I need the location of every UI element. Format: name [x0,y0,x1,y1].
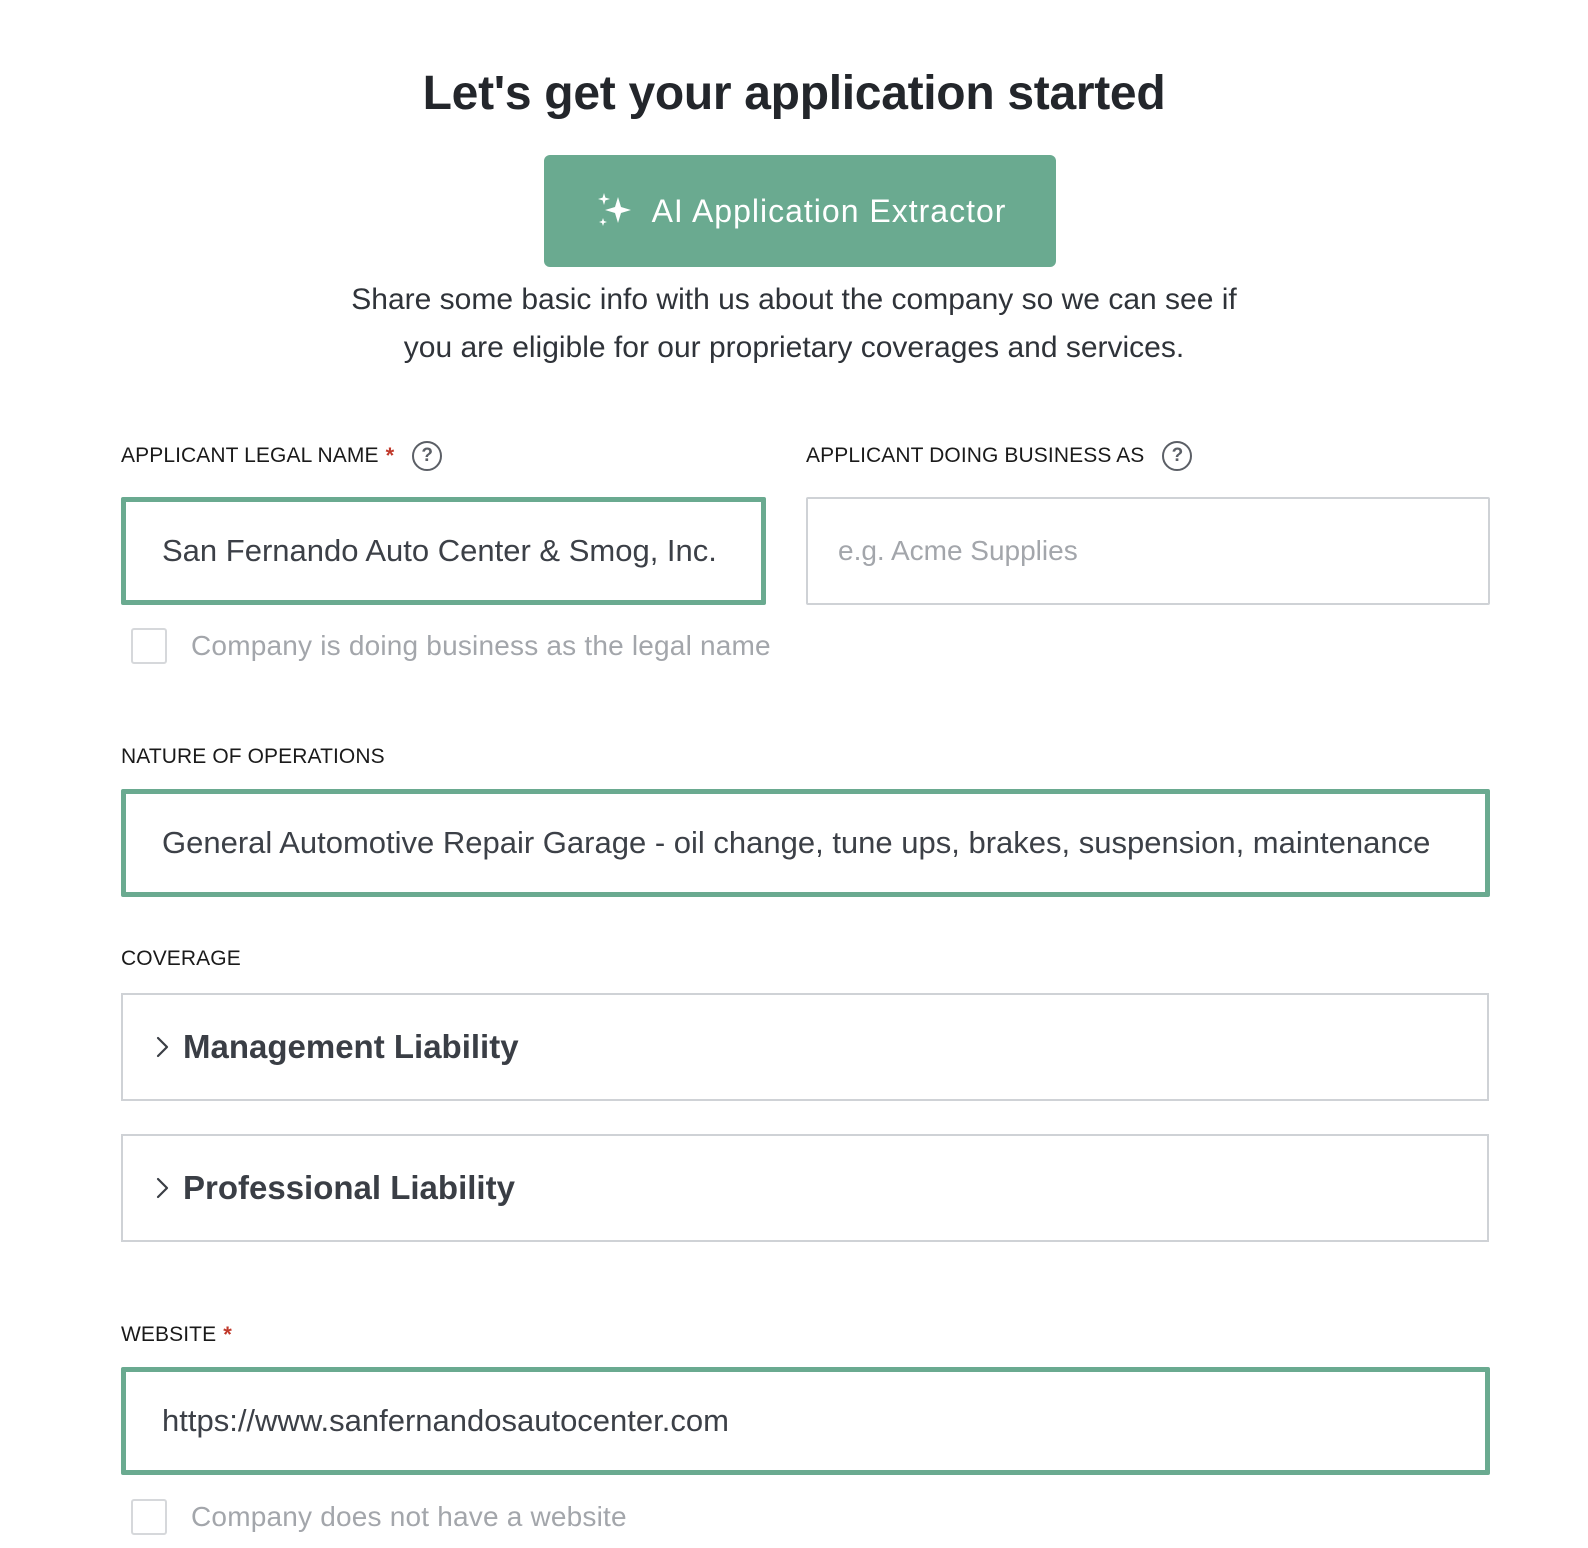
applicant-dba-label-text: APPLICANT DOING BUSINESS AS [806,444,1145,467]
website-label [121,1317,232,1353]
ai-button-label: AI Application Extractor [651,192,1007,229]
help-icon[interactable]: ? [1162,441,1192,471]
applicant-legal-name-label [121,437,442,475]
applicant-dba-input[interactable] [806,497,1490,605]
chevron-right-icon [155,1176,171,1200]
dba-same-as-legal-checkbox[interactable] [131,628,167,664]
applicant-dba-label [806,437,1192,475]
applicant-legal-name-input[interactable] [121,497,766,605]
sparkle-icon [594,191,634,231]
intro-description [294,276,1294,372]
no-website-checkbox[interactable] [131,1499,167,1535]
dba-same-as-legal-label: Company is doing business as the legal name [191,630,771,661]
accordion-management-liability[interactable] [121,993,1489,1101]
accordion-professional-liability[interactable] [121,1134,1489,1242]
page-title: Let's get your application started [422,67,1166,120]
website-input[interactable] [121,1367,1490,1475]
help-icon[interactable]: ? [412,441,442,471]
ai-application-extractor-button[interactable] [544,155,1056,267]
coverage-label [121,941,241,977]
accordion-title: Professional Liability [183,1169,515,1206]
chevron-right-icon [155,1035,171,1059]
required-indicator: * [385,443,395,468]
nature-of-operations-label-text: NATURE OF OPERATIONS [121,745,385,768]
intro-line-1: Share some basic info with us about the company so we can see if [351,283,1237,316]
coverage-label-text: COVERAGE [121,947,241,970]
dba-same-as-legal-checkbox-row[interactable] [131,628,771,664]
no-website-checkbox-row[interactable] [131,1499,627,1535]
intro-line-2: you are eligible for our proprietary coverages and services. [403,331,1185,364]
website-label-text: WEBSITE [121,1323,217,1346]
required-indicator: * [223,1322,232,1347]
nature-of-operations-label [121,739,385,775]
applicant-legal-name-label-text: APPLICANT LEGAL NAME [121,444,379,467]
no-website-label: Company does not have a website [191,1501,627,1532]
accordion-title: Management Liability [183,1028,519,1065]
nature-of-operations-input[interactable] [121,789,1490,897]
